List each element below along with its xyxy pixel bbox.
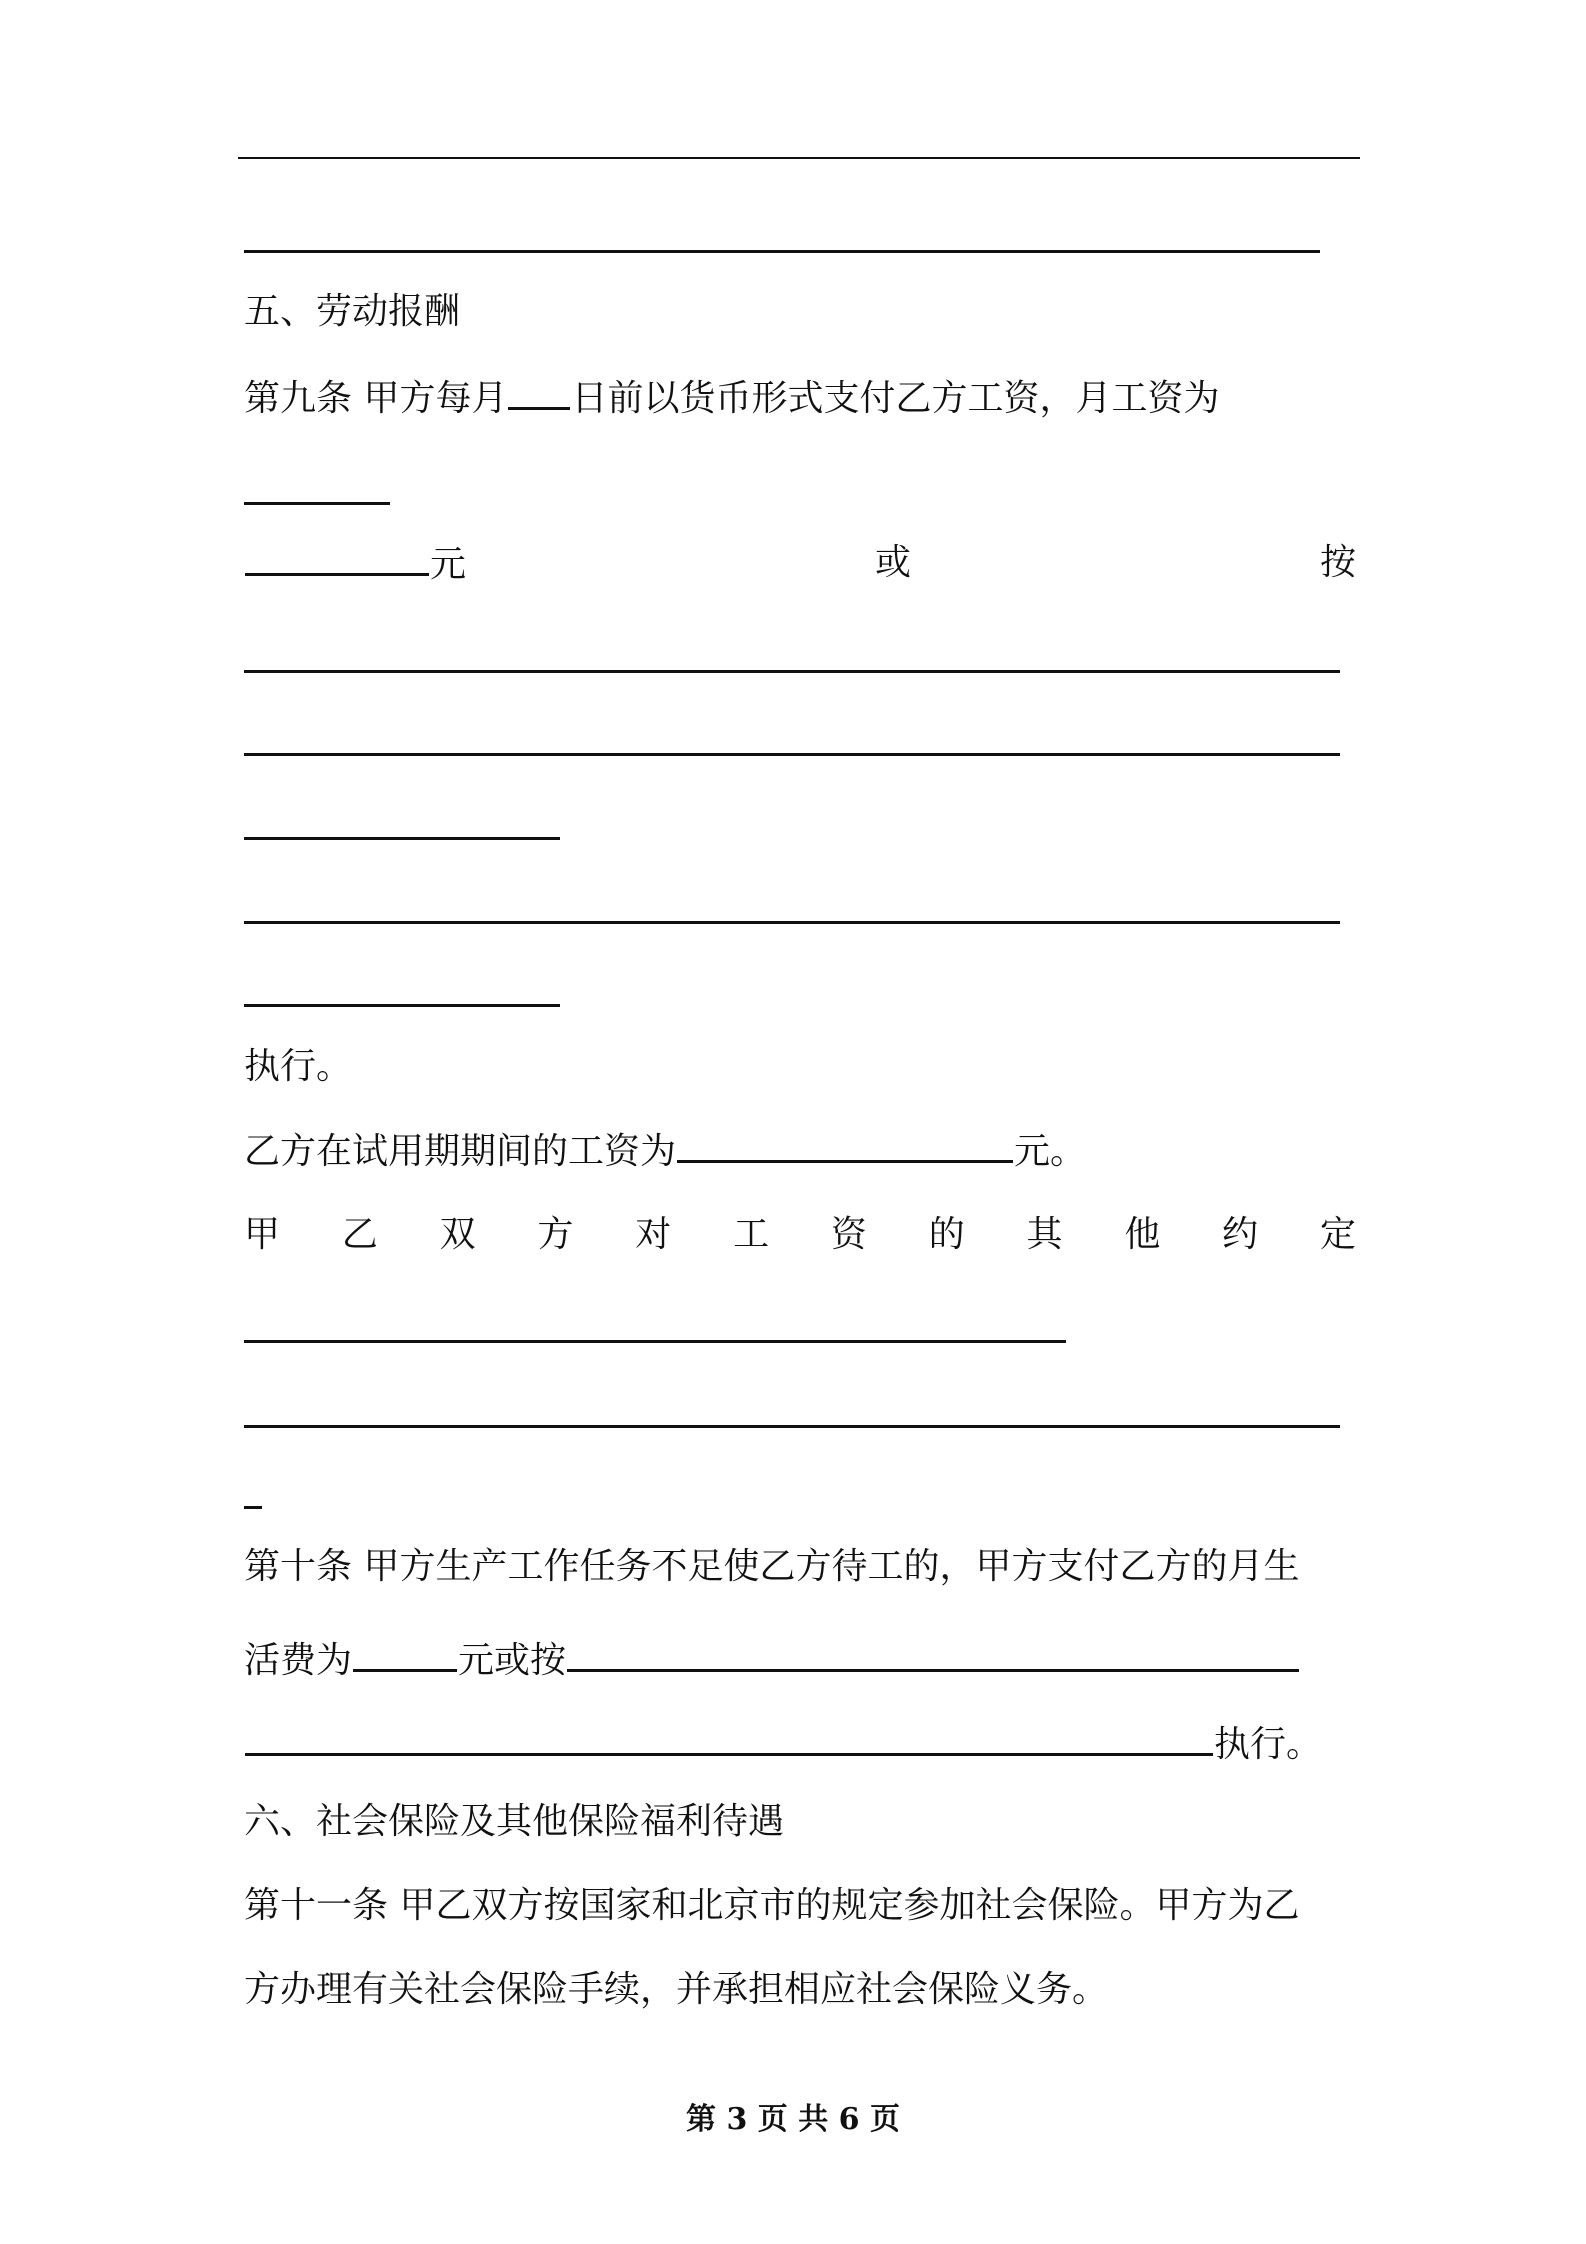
blank-line (244, 1340, 1066, 1343)
fill-blank (677, 1128, 1013, 1163)
fill-blank (567, 1637, 1299, 1672)
execute-text: 执行。 (244, 1046, 353, 1087)
probation-suffix: 元。 (1014, 1131, 1087, 1172)
yuan-text: 元 (430, 544, 467, 585)
other-char: 对 (635, 1214, 672, 1255)
section-heading-text: 五、劳动报酬 (244, 291, 461, 332)
blank-line (244, 837, 560, 840)
section-heading-text: 六、社会保险及其他保险福利待遇 (244, 1801, 785, 1842)
article-11-line-2 (244, 1968, 1108, 2012)
header-rule (238, 157, 1360, 159)
blank-line (244, 670, 1340, 673)
article-10-line-1 (244, 1545, 1299, 1589)
article-9-line-1 (244, 375, 1219, 421)
blank-line (244, 1425, 1340, 1428)
other-char: 工 (733, 1214, 770, 1255)
other-char: 乙 (341, 1214, 378, 1255)
other-agreement-line (244, 1213, 1356, 1257)
article-11-text-1: 第十一条 甲乙双方按国家和北京市的规定参加社会保险。甲方为乙 (244, 1885, 1300, 1926)
blank-line (244, 250, 1320, 253)
article-10-prefix: 活费为 (244, 1640, 353, 1681)
execute-line (244, 1045, 352, 1089)
or-text: 或 (874, 542, 911, 583)
other-char: 其 (1026, 1214, 1063, 1255)
fill-blank (245, 1721, 1213, 1756)
other-char: 资 (830, 1214, 867, 1255)
fill-blank (508, 375, 570, 410)
article-10-line-2 (244, 1637, 1300, 1683)
article-10-mid: 元或按 (458, 1640, 567, 1681)
blank-line (244, 753, 1340, 756)
article-11-text-2: 方办理有关社会保险手续，并承担相应社会保险义务。 (244, 1969, 1109, 2010)
fill-blank (245, 541, 429, 576)
press-text: 按 (1319, 542, 1356, 583)
other-char: 约 (1222, 1214, 1259, 1255)
article-11-line-1 (244, 1884, 1299, 1928)
other-char: 方 (537, 1214, 574, 1255)
other-char: 的 (928, 1214, 965, 1255)
section-heading (244, 1800, 784, 1844)
page-number-footer: 第 3 页 共 6 页 (686, 2102, 900, 2137)
blank-line (244, 921, 1340, 924)
wage-yuan-group (244, 541, 466, 587)
blank-line (244, 1004, 560, 1007)
other-char: 他 (1124, 1214, 1161, 1255)
article-10-execute: 执行。 (1214, 1724, 1323, 1765)
article-10-text-1: 第十条 甲方生产工作任务不足使乙方待工的，甲方支付乙方的月生 (244, 1546, 1300, 1587)
probation-prefix: 乙方在试用期期间的工资为 (244, 1131, 677, 1172)
other-char: 定 (1319, 1214, 1356, 1255)
article-9-text-2: 日前以货币形式支付乙方工资，月工资为 (571, 378, 1220, 419)
article-10-line-3 (244, 1721, 1322, 1767)
wage-or-line (244, 541, 1356, 587)
other-char: 双 (439, 1214, 476, 1255)
probation-line (244, 1128, 1086, 1174)
article-9-text-1: 第九条 甲方每月 (244, 378, 508, 419)
fill-blank (353, 1637, 457, 1672)
blank-line (244, 502, 390, 505)
section-heading (244, 290, 460, 334)
other-char: 甲 (244, 1214, 281, 1255)
blank-line (244, 1506, 262, 1509)
